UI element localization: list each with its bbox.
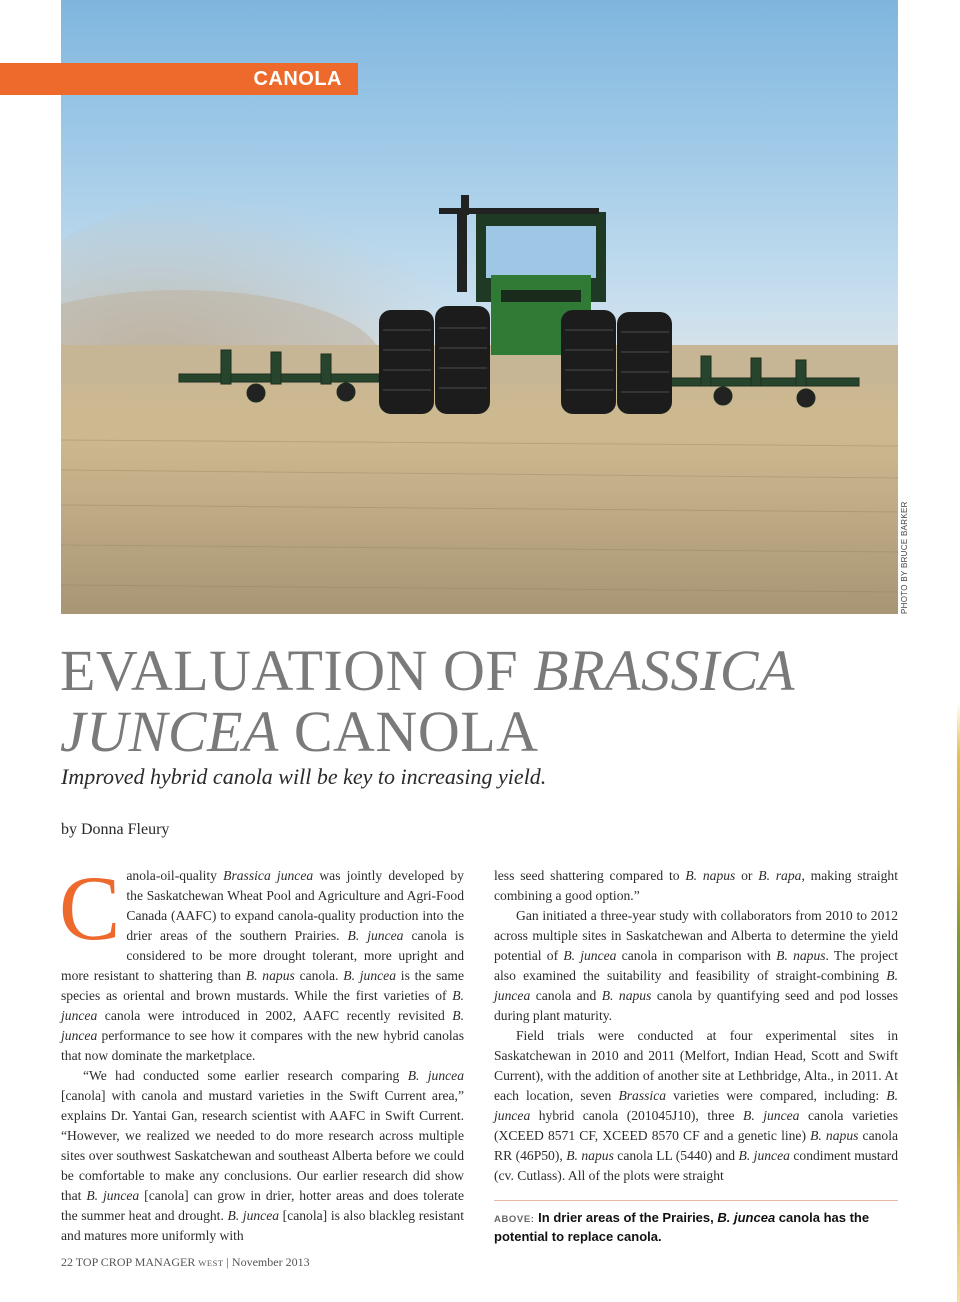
issue-date: November 2013: [231, 1255, 310, 1269]
paragraph: Gan initiated a three-year study with collaborators from 2010 to 2012 across multiple sites in Saskatchewan and Alberta to determine the yield potential of B. juncea canola in comparison with B. napus. The project also examined the suitability and feasibility of straight-combining B. juncea canola and B. napus canola by quantifying seed and pod losses during plant maturity.: [494, 908, 898, 1023]
page-footer: 22 TOP CROP MANAGER WEST | November 2013: [61, 1255, 310, 1269]
magazine-edition: WEST: [198, 1258, 224, 1268]
article-headline: EVALUATION OF BRASSICA JUNCEA CANOLA: [60, 638, 795, 764]
article-deck: Improved hybrid canola will be key to increasing yield.: [61, 764, 547, 789]
section-label: CANOLA: [253, 68, 342, 90]
caption-label: ABOVE:: [494, 1214, 535, 1225]
article-byline: by Donna Fleury: [61, 821, 170, 838]
caption-divider: [494, 1200, 898, 1201]
magazine-name: TOP CROP MANAGER: [75, 1255, 196, 1269]
page-number: 22: [61, 1255, 73, 1269]
section-banner: [0, 63, 358, 95]
paragraph: Canola-oil-quality Brassica juncea was jointly developed by the Saskatchewan Wheat Pool and Agriculture and Agri-Food Canada (AAFC) to expand canola-quality production into the drier areas of the southern Prairies. B. juncea canola is considered to be more drought tolerant, more upright and more resistant to shattering than B. napus canola. B. juncea is the same species as oriental and brown mustards. While the first varieties of B. juncea canola were introduced in 2002, AAFC recently revisited B. juncea performance to see how it compares with the new hybrid canolas that now dominate the marketplace.: [59, 857, 464, 1063]
drop-cap: C: [59, 857, 121, 959]
photo-caption: ABOVE: In drier areas of the Prairies, B. juncea canola has the potential to replace canola.: [494, 1210, 870, 1244]
paragraph: “We had conducted some earlier research comparing B. juncea [canola] with canola and mustard varieties in the Swift Current area,” explains Dr. Yantai Gan, research scientist with AAFC in Swift Current. “However, we realized we needed to do more research across multiple sites over southwest Saskatchewan and southeast Alberta before we could be comfortable to make any conclusions. Our earlier research did show that B. juncea [canola] can grow in drier, hotter areas and does tolerate the summer heat and drought. B. juncea [canola] is also blackleg resistant and matures more uniformly with: [61, 1068, 464, 1243]
photo-credit: PHOTO BY BRUCE BARKER: [900, 501, 909, 614]
paragraph: less seed shattering compared to B. napus or B. rapa, making straight combining a good option.”: [494, 868, 899, 903]
body-column-right: [494, 866, 898, 1186]
body-column-left: [59, 857, 464, 1246]
paragraph: Field trials were conducted at four experimental sites in Saskatchewan in 2010 and 2011 (Melfort, Indian Head, Scott and Swift Current), with the addition of another site at Lethbridge, Alta., in 2011. At each location, seven Brassica varieties were compared, including: B. juncea hybrid canola (201045J10), three B. juncea canola varieties (XCEED 8571 CF, XCEED 8570 CF and a genetic line) B. napus canola RR (46P50), B. napus canola LL (5440) and B. juncea condiment mustard (cv. Cutlass). All of the plots were straight: [494, 1028, 899, 1183]
